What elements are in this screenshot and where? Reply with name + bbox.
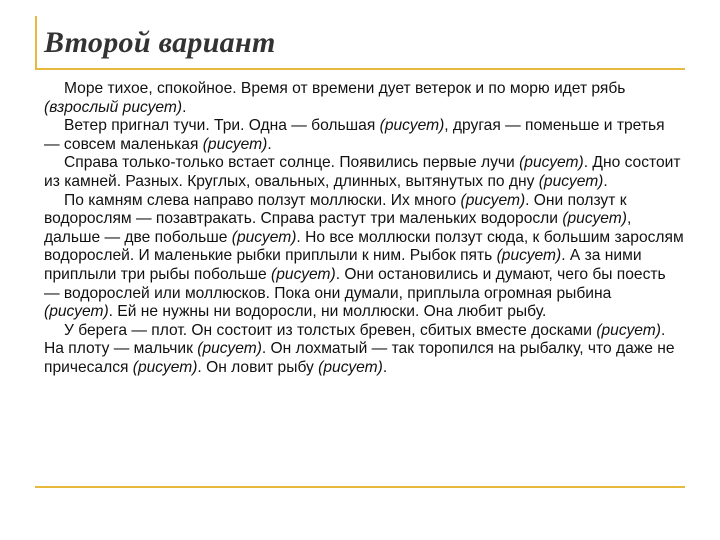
paragraph — [44, 117, 684, 154]
text-segment: , дальше — две побольше — [44, 210, 632, 246]
accent-top-line — [35, 68, 685, 70]
stage-note: (взрослый рисует) — [44, 98, 183, 116]
text-segment: . А за ними приплыли три рыбы побольше — [44, 247, 642, 283]
paragraph — [44, 154, 684, 191]
stage-note: (рисует) — [596, 321, 661, 339]
text-segment: . — [382, 358, 388, 376]
text-segment: У берега — плот. Он состоит из толстых бревен, сбитых вместе досками — [64, 321, 597, 339]
text-segment: . Он лохматый — так торопился на рыбалку, что даже не причесался — [44, 340, 675, 376]
text-segment: . Ей не нужны ни водоросли, ни моллюски. Она любит рыбу. — [108, 303, 547, 321]
text-segment: , другая — поменьше и третья — совсем маленькая — [44, 117, 665, 153]
stage-note: (рисует) — [519, 154, 584, 172]
stage-note: (рисует) — [562, 210, 627, 228]
stage-note: (рисует) — [202, 135, 268, 153]
text-segment: Море тихое, спокойное. Время от времени дует ветерок и по морю идет рябь — [64, 80, 626, 97]
stage-note: (рисует) — [538, 172, 604, 190]
story-text — [44, 80, 684, 378]
stage-note: (рисует) — [197, 340, 262, 358]
text-segment: . Они ползут к водорослям — позавтракать. Справа растут три маленьких водоросли — [44, 191, 627, 228]
stage-note: (рисует) — [460, 191, 526, 209]
stage-note: (рисует) — [379, 117, 445, 135]
stage-note: (рисует) — [496, 247, 562, 265]
slide-title: Второй вариант — [44, 26, 276, 59]
stage-note: (рисует) — [44, 303, 109, 321]
stage-note: (рисует) — [271, 265, 336, 283]
text-segment: . Но все моллюски ползут сюда, к большим зарослям водорослей. И маленькие рыбки приплыли к ним. Рыбок пять — [44, 228, 684, 265]
text-segment: . На плоту — мальчик — [44, 321, 666, 358]
paragraph — [44, 80, 684, 117]
text-segment: . Он ловит рыбу — [197, 358, 319, 376]
text-segment: Справа только-только встает солнце. Появились первые лучи — [64, 154, 520, 172]
text-segment: По камням слева направо ползут моллюски. Их много — [64, 191, 461, 209]
text-segment: . — [182, 98, 187, 116]
text-segment: . — [267, 135, 272, 153]
text-segment: Ветер пригнал тучи. Три. Одна — большая — [64, 117, 380, 135]
accent-vertical-line — [35, 16, 37, 68]
stage-note: (рисует) — [132, 358, 198, 376]
stage-note: (рисует) — [318, 358, 383, 376]
paragraph — [44, 192, 684, 322]
stage-note: (рисует) — [231, 228, 297, 246]
text-segment: . — [603, 172, 608, 190]
text-segment: . Они остановились и думают, чего бы поесть — водорослей или моллюсков. Пока они думали, приплыла огромная рыбина — [44, 265, 666, 302]
accent-bottom-line — [35, 486, 685, 488]
paragraph — [44, 322, 684, 378]
text-segment: . Дно состоит из камней. Разных. Круглых, овальных, длинных, вытянутых по дну — [44, 154, 681, 190]
